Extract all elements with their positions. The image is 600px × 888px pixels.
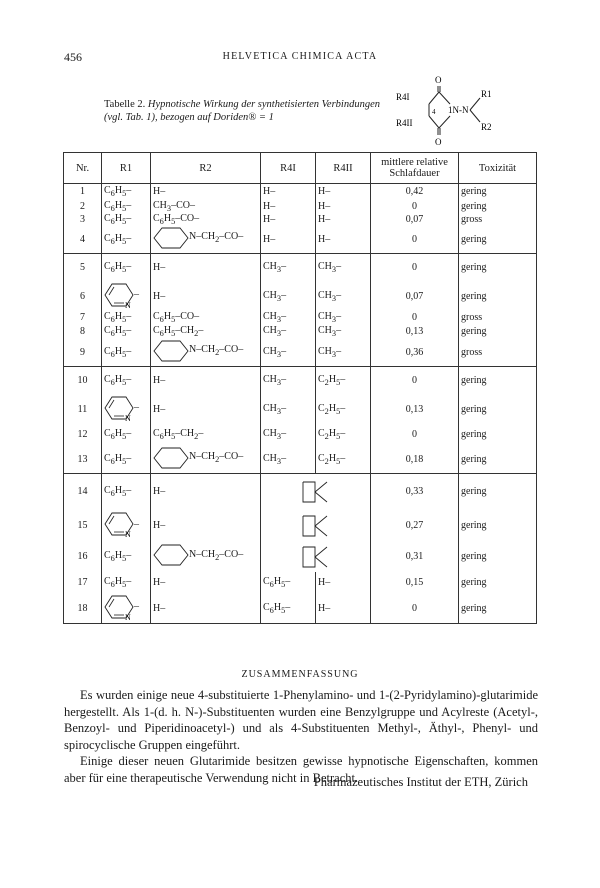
cell-sleep: 0,36: [371, 339, 459, 367]
cell-r2: [151, 339, 261, 367]
cell-r1: [102, 282, 151, 311]
cell-sleep: 0,42: [371, 184, 459, 200]
cell-sleep: 0: [371, 226, 459, 254]
cell-r2: [151, 254, 261, 282]
cell-spiro: [261, 542, 371, 572]
cell-sleep: 0: [371, 424, 459, 446]
spiro-cyclopentane-icon: [301, 544, 331, 570]
cell-r1: [102, 367, 151, 395]
pyridyl-ring-icon: [104, 395, 134, 421]
cell-nr: 8: [64, 325, 102, 339]
cell-r4i: H–: [261, 226, 316, 254]
r1-text: $C_6H_5-$: [104, 345, 132, 359]
table-row: [64, 395, 537, 424]
cell-nr: 7: [64, 311, 102, 325]
r1-text: $C_6H_5-$: [104, 261, 132, 275]
r1-text: $C_6H_5-$: [104, 576, 132, 589]
cell-r4ii: H–: [316, 594, 371, 624]
cell-toxicity: gering: [459, 594, 537, 624]
table-caption: [104, 98, 394, 124]
r1-text: $C_6H_5-$: [104, 550, 132, 563]
r2-text: $N-CH_2-CO-$: [189, 231, 244, 245]
cell-sleep: 0: [371, 254, 459, 282]
table-row: [64, 254, 537, 282]
r2-text: H–: [153, 375, 166, 387]
cell-r1: [102, 213, 151, 226]
cell-toxicity: gering: [459, 572, 537, 594]
cell-nr: 10: [64, 367, 102, 395]
r4ii-label: R4II: [396, 118, 413, 128]
r1-text: $C_6H_5-$: [104, 232, 132, 246]
table-row: [64, 184, 537, 200]
table-row: [64, 226, 537, 254]
cell-spiro: [261, 474, 371, 510]
cell-nr: 5: [64, 254, 102, 282]
summary-paragraph-2: Einige dieser neuen Glutarimide besitzen gewisse hypnotische Eigenschaften, kommen aber für eine therapeutische Verwendung nicht in Betracht.: [64, 754, 538, 785]
cell-r2: [151, 446, 261, 474]
cell-toxicity: gering: [459, 395, 537, 424]
cell-r2: [151, 395, 261, 424]
cell-sleep: 0: [371, 311, 459, 325]
cell-nr: 15: [64, 510, 102, 542]
r1-text: –: [134, 402, 139, 413]
table-body: [64, 184, 537, 624]
cell-nr: 13: [64, 446, 102, 474]
cell-r4ii: $CH_3-$: [316, 325, 371, 339]
cell-r4ii: $C_2H_5-$: [316, 446, 371, 474]
cell-r4ii: $C_2H_5-$: [316, 395, 371, 424]
cell-r4i: $CH_3-$: [261, 325, 316, 339]
r1-text: $C_6H_5-$: [104, 452, 132, 466]
cell-r2: [151, 367, 261, 395]
r1-text: $C_6H_5-$: [104, 325, 132, 338]
cell-r1: [102, 311, 151, 325]
cell-sleep: 0: [371, 367, 459, 395]
table-row: [64, 446, 537, 474]
o-top-label: O: [435, 75, 442, 85]
header-sleep-duration: mittlere relative Schlafdauer: [371, 153, 459, 184]
cell-sleep: 0: [371, 200, 459, 213]
cell-toxicity: gering: [459, 254, 537, 282]
svg-text:N: N: [125, 300, 131, 308]
cell-nr: 9: [64, 339, 102, 367]
r2-text: H–: [153, 186, 166, 198]
cell-sleep: 0,18: [371, 446, 459, 474]
caption-text: Hypnotische Wirkung der synthetisierten Verbindungen (vgl. Tab. 1), bezogen auf Doriden® = 1: [104, 99, 380, 123]
cell-r4ii: H–: [316, 184, 371, 200]
r2-text: H–: [153, 577, 166, 588]
summary-paragraph-1: Es wurden einige neue 4-substituierte 1-Phenylamino- und 1-(2-Pyridylamino)-glutarimide hergestellt. Als 1-(d. h. N-)-Substituenten wurden eine Benzylgruppe und Acylreste (Acetyl-, Benzoyl- und Piperidinoacetyl-) und als 4-Substituenten Methyl-, Äthyl-, Phenyl- und spirocyclische Gruppen eingeführt.: [64, 688, 538, 752]
cell-r4ii: $C_2H_5-$: [316, 367, 371, 395]
cell-r1: [102, 572, 151, 594]
cell-nr: 12: [64, 424, 102, 446]
cell-nr: 16: [64, 542, 102, 572]
cell-r2: [151, 184, 261, 200]
cell-sleep: 0,31: [371, 542, 459, 572]
cell-r1: [102, 424, 151, 446]
r1-text: $C_6H_5-$: [104, 428, 132, 441]
cell-toxicity: gering: [459, 367, 537, 395]
cell-nr: 14: [64, 474, 102, 510]
institute-line: Pharmazeutisches Institut der ETH, Zürich: [313, 775, 528, 789]
r4i-label: R4I: [396, 92, 410, 102]
cell-sleep: 0,13: [371, 325, 459, 339]
cell-r4ii: $CH_3-$: [316, 311, 371, 325]
header-r4ii: R4II: [316, 153, 371, 184]
r2-text: H–: [153, 486, 166, 498]
cell-sleep: 0,33: [371, 474, 459, 510]
pyridyl-ring-icon: [104, 511, 134, 537]
cell-r2: [151, 213, 261, 226]
cell-toxicity: gering: [459, 282, 537, 311]
r2-text: $N-CH_2-CO-$: [189, 451, 244, 465]
cell-nr: 1: [64, 184, 102, 200]
caption-prefix: Tabelle 2.: [104, 99, 146, 110]
cell-nr: 18: [64, 594, 102, 624]
cell-r1: [102, 226, 151, 254]
r1-text: –: [134, 289, 139, 300]
table-row: [64, 213, 537, 226]
r2-text: $C_6H_5-CO-$: [153, 311, 200, 324]
cell-toxicity: gering: [459, 325, 537, 339]
table-row: [64, 542, 537, 572]
cell-spiro: [261, 510, 371, 542]
cell-nr: 17: [64, 572, 102, 594]
glutarimide-structure: [388, 72, 508, 152]
table-row: [64, 594, 537, 624]
r1-text: –: [134, 601, 139, 612]
header-toxicity: Toxizität: [459, 153, 537, 184]
header-r4i: R4I: [261, 153, 316, 184]
cell-r4i: $C_6H_5-$: [261, 594, 316, 624]
cell-toxicity: gering: [459, 542, 537, 572]
cell-r4ii: H–: [316, 572, 371, 594]
summary-body: [64, 687, 538, 786]
cell-r1: [102, 510, 151, 542]
cell-r2: [151, 510, 261, 542]
summary-heading: ZUSAMMENFASSUNG: [241, 669, 359, 680]
table-row: [64, 510, 537, 542]
table-row: [64, 474, 537, 510]
cell-r4i: $CH_3-$: [261, 339, 316, 367]
cell-r4i: $CH_3-$: [261, 254, 316, 282]
piperidine-ring-icon: [153, 227, 189, 249]
cell-r2: [151, 542, 261, 572]
cell-r4i: $CH_3-$: [261, 446, 316, 474]
svg-text:N: N: [125, 612, 131, 620]
o-bottom-label: O: [435, 137, 442, 147]
header-nr: Nr.: [64, 153, 102, 184]
cell-r1: [102, 254, 151, 282]
journal-title: HELVETICA CHIMICA ACTA: [222, 51, 378, 62]
cell-nr: 11: [64, 395, 102, 424]
results-table: [63, 152, 537, 624]
r2-label: R2: [481, 122, 492, 132]
cell-r1: [102, 200, 151, 213]
table-row: [64, 572, 537, 594]
cell-toxicity: gross: [459, 311, 537, 325]
cell-r2: [151, 325, 261, 339]
ring-position-label: 4: [432, 108, 436, 116]
cell-r4ii: $CH_3-$: [316, 254, 371, 282]
cell-sleep: 0,15: [371, 572, 459, 594]
cell-r4ii: $C_2H_5-$: [316, 424, 371, 446]
n-n-label: 1N-N: [448, 105, 469, 115]
cell-r1: [102, 474, 151, 510]
cell-r4i: $CH_3-$: [261, 311, 316, 325]
table-row: [64, 282, 537, 311]
cell-r1: [102, 395, 151, 424]
piperidine-ring-icon: [153, 340, 189, 362]
cell-r1: [102, 594, 151, 624]
r2-text: $N-CH_2-CO-$: [189, 344, 244, 358]
r1-text: $C_6H_5-$: [104, 199, 132, 213]
cell-toxicity: gross: [459, 213, 537, 226]
cell-sleep: 0,07: [371, 282, 459, 311]
r1-text: $C_6H_5-$: [104, 485, 132, 499]
r1-text: $C_6H_5-$: [104, 311, 132, 324]
cell-toxicity: gering: [459, 446, 537, 474]
table-row: [64, 339, 537, 367]
r1-label: R1: [481, 89, 492, 99]
cell-r4ii: H–: [316, 213, 371, 226]
cell-r2: [151, 594, 261, 624]
cell-sleep: 0,13: [371, 395, 459, 424]
r1-text: $C_6H_5-$: [104, 185, 132, 199]
piperidine-ring-icon: [153, 544, 189, 566]
cell-r4i: H–: [261, 184, 316, 200]
cell-nr: 3: [64, 213, 102, 226]
cell-toxicity: gering: [459, 510, 537, 542]
r1-text: $C_6H_5-$: [104, 212, 132, 226]
cell-nr: 4: [64, 226, 102, 254]
r1-text: $C_6H_5-$: [104, 374, 132, 388]
r2-text: H–: [153, 520, 166, 531]
pyridyl-ring-icon: [104, 594, 134, 620]
piperidine-ring-icon: [153, 447, 189, 469]
r2-text: $C_6H_5-CH_2-$: [153, 428, 204, 441]
cell-r4i: $C_6H_5-$: [261, 572, 316, 594]
table-row: [64, 367, 537, 395]
cell-r2: [151, 311, 261, 325]
cell-toxicity: gering: [459, 184, 537, 200]
table-row: [64, 200, 537, 213]
cell-r4i: $CH_3-$: [261, 424, 316, 446]
cell-r4i: $CH_3-$: [261, 282, 316, 311]
cell-sleep: 0: [371, 594, 459, 624]
cell-toxicity: gering: [459, 200, 537, 213]
spiro-cyclopentane-icon: [301, 513, 331, 539]
cell-r4ii: H–: [316, 200, 371, 213]
r2-text: $C_6H_5-CO-$: [153, 212, 200, 226]
r2-text: H–: [153, 262, 166, 274]
cell-toxicity: gering: [459, 226, 537, 254]
cell-r4i: $CH_3-$: [261, 395, 316, 424]
cell-sleep: 0,27: [371, 510, 459, 542]
r2-text: $N-CH_2-CO-$: [189, 548, 244, 562]
cell-r1: [102, 339, 151, 367]
table-row: [64, 325, 537, 339]
table-row: [64, 424, 537, 446]
cell-r4ii: $CH_3-$: [316, 282, 371, 311]
r2-text: H–: [153, 403, 166, 415]
cell-r4i: $CH_3-$: [261, 367, 316, 395]
r2-text: H–: [153, 290, 166, 302]
cell-nr: 6: [64, 282, 102, 311]
cell-toxicity: gering: [459, 474, 537, 510]
cell-r2: [151, 226, 261, 254]
r2-text: $C_6H_5-CH_2-$: [153, 325, 204, 338]
cell-r2: [151, 282, 261, 311]
page-number: 456: [64, 50, 82, 64]
pyridyl-ring-icon: [104, 282, 134, 308]
cell-sleep: 0,07: [371, 213, 459, 226]
cell-toxicity: gross: [459, 339, 537, 367]
cell-r2: [151, 474, 261, 510]
cell-r4ii: $CH_3-$: [316, 339, 371, 367]
spiro-cyclopentane-icon: [301, 479, 331, 505]
cell-r2: [151, 424, 261, 446]
cell-toxicity: gering: [459, 424, 537, 446]
cell-r1: [102, 542, 151, 572]
table-row: [64, 311, 537, 325]
r2-text: H–: [153, 602, 166, 614]
svg-text:N: N: [125, 530, 131, 537]
header-r2: R2: [151, 153, 261, 184]
cell-r4i: H–: [261, 213, 316, 226]
r1-text: –: [134, 518, 139, 530]
cell-r4ii: H–: [316, 226, 371, 254]
cell-r2: [151, 200, 261, 213]
cell-nr: 2: [64, 200, 102, 213]
cell-r1: [102, 184, 151, 200]
cell-r2: [151, 572, 261, 594]
r2-text: $CH_3-CO-$: [153, 199, 195, 213]
table-header-row: [64, 153, 537, 184]
cell-r1: [102, 446, 151, 474]
header-r1: R1: [102, 153, 151, 184]
svg-text:N: N: [125, 413, 131, 421]
cell-r1: [102, 325, 151, 339]
cell-r4i: H–: [261, 200, 316, 213]
